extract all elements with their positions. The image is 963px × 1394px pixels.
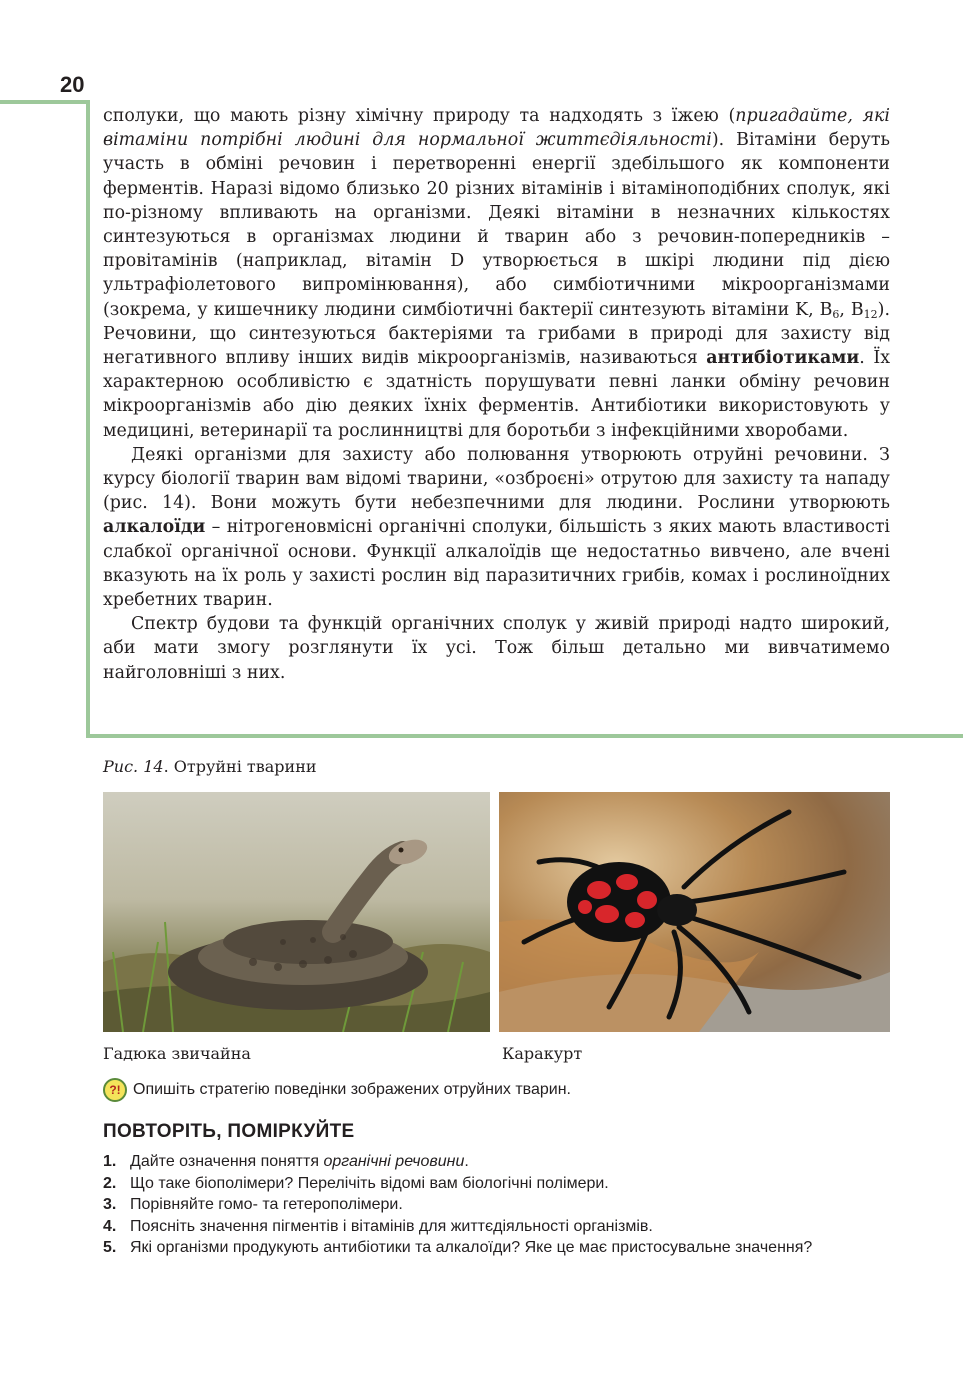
list-item: 1. Дайте означення поняття органічні речовини.	[103, 1153, 469, 1170]
italic-reminder: пригадайте, які вітаміни потрібні людині для нормальної життєдіяльності	[103, 106, 890, 151]
page-number: 20	[60, 72, 85, 97]
list-item: 5. Які організми продукують антибіотики та алкалоїди? Яке це має пристосувальне значення?	[103, 1239, 813, 1256]
figure-caption: Рис. 14. Отруйні тварини	[103, 757, 317, 776]
paragraph-conclusion: Спектр будови та функцій органічних сполук у живій природі надто широкий, аби мати змогу розглянути їх усі. Тож більш детально ми вивчатимемо найголовніші з них.	[103, 614, 890, 683]
list-item: 3. Порівняйте гомо- та гетерополімери.	[103, 1196, 403, 1213]
list-item: 4. Поясніть значення пігментів і вітамінів для життєдіяльності організмів.	[103, 1217, 653, 1235]
spider-photo	[499, 792, 890, 1032]
frame-left-border	[86, 100, 90, 738]
discussion-question	[103, 1078, 571, 1102]
spider-caption: Каракурт	[502, 1044, 583, 1063]
question-text: Опишіть стратегію поведінки зображених отруйних тварин.	[133, 1081, 571, 1098]
frame-top-border	[0, 100, 90, 104]
question-exclamation-icon: ?!	[103, 1078, 127, 1102]
term-alkaloids: алкалоїди	[103, 517, 206, 538]
list-item: 2. Що таке біополімери? Перелічіть відомі вам біологічні полімери.	[103, 1174, 609, 1192]
review-list	[103, 1151, 881, 1259]
main-text	[103, 104, 890, 685]
viper-caption: Гадюка звичайна	[103, 1044, 251, 1063]
term-antibiotics: антибіотиками	[706, 348, 860, 369]
frame-bottom-border	[86, 734, 963, 738]
spider-illustration	[499, 792, 890, 1032]
paragraph-vitamins: сполуки, що мають різну хімічну природу та надходять з їжею (пригадайте, які вітаміни потрібні людині для нормальної життєдіяльності). Вітаміни беруть участь в обміні речовин і перетворенні енергії здебільшого як компоненти ферментів. Наразі відомо близько 20 різних вітамінів і вітаміноподібних сполук, які по-різному впливають на організми. Деякі вітаміни в незначних кількостях синтезуються в організмах людини й тварин або з речовин-попередників – провітамінів (наприклад, вітамін D утворюється в шкірі людини під дією ультрафіолетового випромінювання), або симбіотичними мікроорганізмами (зокрема, у кишечнику людини симбіотичні бактерії синтезують вітаміни K, $B_6$, $B_{12}$). Речовини, що синтезуються бактеріями та грибами в природі для захисту від негативного впливу інших видів мікроорганізмів, називаються антибіотиками. Їх характерною особливістю є здатність порушувати певні ланки обміну речовин мікроорганізмів або дію деяких їхніх ферментів. Антибіотики використовують у медицині, ветеринарії та рослинництві для боротьби з інфекційними хворобами.	[103, 106, 891, 441]
viper-photo	[103, 792, 490, 1032]
review-heading: ПОВТОРІТЬ, ПОМІРКУЙТЕ	[103, 1121, 355, 1142]
paragraph-alkaloids: Деякі організми для захисту або полювання утворюють отруйні речовини. З курсу біології тварин вам відомі тварини, «озброєні» отрутою для захисту та нападу (рис. 14). Вони можуть бути небезпечними для людини. Рослини утворюють алкалоїди – нітрогеновмісні органічні сполуки, більшість з яких мають властивості слабкої органічної основи. Функції алкалоїдів ще недостатньо вивчено, але вчені вказують на їх роль у захисті рослин від паразитичних грибів, комах і рослиноїдних хребетних тварин.	[103, 444, 890, 611]
viper-illustration	[103, 792, 490, 1032]
